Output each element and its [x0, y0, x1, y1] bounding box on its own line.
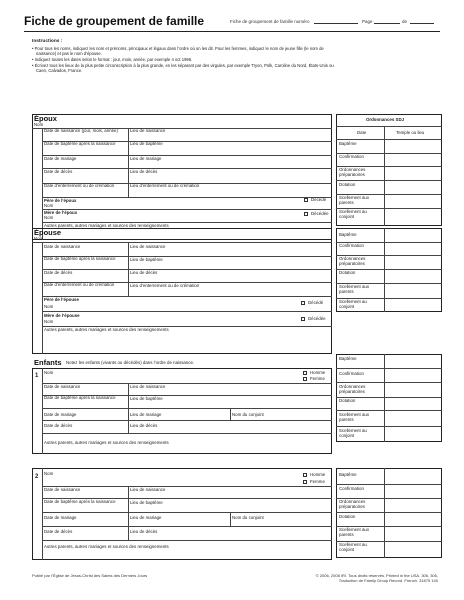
child-2-female-checkbox[interactable] — [303, 480, 307, 484]
child-2-name-label: Nom — [44, 471, 54, 476]
instruction-line-3: • Indiquez toutes les dates selon le format : jour, mois, année, par exemple 4 oct 1996. — [32, 57, 193, 62]
wife-chr-place-label: Lieu de baptême — [130, 257, 163, 262]
husband-name-label: Nom — [34, 122, 44, 127]
husband-other-label: Autres parents, autres mariages et sources des renseignements — [44, 223, 169, 228]
c2-ord-seal-spouse: Scellement au conjoint — [339, 542, 367, 552]
child-1-death-date-label: Date de décès — [44, 423, 73, 428]
h-ord-endowment: Dotation — [339, 182, 356, 187]
child-2-death-date-label: Date de décès — [44, 529, 73, 534]
wife-father-label: Père de l’épouse — [44, 297, 79, 302]
child-2-chr-date-label: Date de baptême après la naissance — [44, 499, 116, 504]
children-note: Notez les enfants (vivants ou décédés) dans l’ordre de naissance. — [66, 360, 195, 365]
child-2-death-place-label: Lieu de décès — [130, 529, 158, 534]
child-2-birth-place-label: Lieu de naissance — [130, 487, 166, 492]
husband-mother-name-label: Nom — [44, 215, 54, 220]
c1-ord-baptism: Baptême — [339, 356, 357, 361]
c2-ord-seal-parents: Scellement aux parents — [339, 527, 370, 537]
child-2-female-label: Femme — [310, 479, 325, 484]
h-ord-seal-parents: Scellement aux parents — [339, 195, 370, 205]
husband-chr-place-label: Lieu de baptême — [130, 141, 163, 146]
c2-ord-confirmation: Confirmation — [339, 486, 364, 491]
child-1-male-checkbox[interactable] — [303, 371, 307, 375]
child-1-female-checkbox[interactable] — [303, 377, 307, 381]
husband-title: Époux — [34, 114, 57, 123]
c1-ord-seal-spouse: Scellement au conjoint — [339, 428, 367, 438]
wife-other-label: Autres parents, autres mariages et sources des renseignements — [44, 327, 169, 332]
child-2-marr-date-label: Date de mariage — [44, 515, 77, 520]
child-1-death-place-label: Lieu de décès — [130, 423, 158, 428]
child-2-marr-place-label: Lieu de mariage — [130, 515, 162, 520]
record-number-label: Fiche de groupement de famille numéro — [230, 19, 310, 24]
wife-mother-deceased-checkbox[interactable] — [301, 317, 305, 321]
h-ord-seal-spouse: Scellement au conjoint — [339, 209, 367, 219]
footer-copyright: © 2006, 2008 IRI. Tous droits réservés. Printed in the USA. 306, 306, — [315, 573, 438, 578]
wife-mother-deceased-label: Décédée — [308, 316, 326, 321]
page-label: Page — [362, 19, 373, 24]
of-label: de — [402, 19, 408, 24]
children-title: Enfants — [34, 358, 62, 367]
record-number-field[interactable] — [314, 23, 358, 24]
wife-burial-date-label: Date d’enterrement ou de crémation — [44, 282, 115, 287]
wife-birth-place-label: Lieu de naissance — [130, 244, 166, 249]
instruction-line-5: Caen, Calvados, France. — [36, 68, 83, 73]
child-2-number: 2 — [35, 474, 39, 480]
w-ord-seal-spouse: Scellement au conjoint — [339, 299, 367, 309]
child-1-chr-date-label: Date de baptême après la naissance — [44, 395, 116, 400]
instruction-line-1: • Pour tous les noms, indiquez les nom et prénoms, principaux et légaux dans l’ordre où on les dit. Pour les femmes, indiquez le nom de jeune fille (le nom de — [32, 46, 324, 51]
w-ord-seal-parents: Scellement aux parents — [339, 284, 370, 294]
child-1-marr-date-label: Date de mariage — [44, 412, 77, 417]
page-total-field[interactable] — [410, 23, 434, 24]
wife-mother-name-label: Nom — [44, 319, 54, 324]
wife-name-label: Nom — [34, 236, 44, 241]
child-1-chr-place-label: Lieu de baptême — [130, 396, 163, 401]
wife-death-date-label: Date de décès — [44, 270, 73, 275]
husband-marr-place-label: Lieu de mariage — [130, 156, 162, 161]
instructions-title: Instructions : — [32, 39, 63, 44]
w-ord-initiatory: Ordonnances préparatoires — [339, 256, 366, 266]
husband-father-name-label: Nom — [44, 203, 54, 208]
child-2-male-label: Homme — [310, 472, 326, 477]
c1-ord-confirmation: Confirmation — [339, 371, 364, 376]
child-2-birth-date-label: Date de naissance — [44, 487, 81, 492]
husband-mother-deceased-checkbox[interactable] — [304, 212, 308, 216]
husband-death-place-label: Lieu de décès — [130, 169, 158, 174]
husband-father-deceased-checkbox[interactable] — [304, 198, 308, 202]
ordinances-temple-header: Temple ou lieu — [396, 130, 425, 135]
husband-father-label: Père de l’époux — [44, 198, 77, 203]
page-number-field[interactable] — [374, 23, 400, 24]
child-1-marr-place-label: Lieu de mariage — [130, 412, 162, 417]
page-title: Fiche de groupement de famille — [24, 14, 205, 28]
husband-mother-label: Mère de l’époux — [44, 210, 78, 215]
husband-burial-place-label: Lieu d’enterrement ou de crémation — [130, 183, 200, 188]
h-ord-confirmation: Confirmation — [339, 154, 364, 159]
wife-birth-date-label: Date de naissance — [44, 244, 81, 249]
c1-ord-endowment: Dotation — [339, 398, 356, 403]
child-1-name-label: Nom — [44, 370, 54, 375]
instruction-line-4: • Écrivez tous les lieux de la plus petite circonscription à la plus grande, en les séparant par des virgules, par exemple Tryon, Polk, Caroline du Nord, États-Unis ou — [32, 63, 334, 68]
child-2-chr-place-label: Lieu de baptême — [130, 500, 163, 505]
c2-ord-baptism: Baptême — [339, 472, 357, 477]
h-ord-baptism: Baptême — [339, 141, 357, 146]
wife-death-place-label: Lieu de décès — [130, 270, 158, 275]
footer-translation: Traduction de Family Group Record. French. 31875 140 — [338, 578, 438, 583]
c1-ord-initiatory: Ordonnances préparatoires — [339, 384, 366, 394]
husband-father-deceased-label: Décédé — [311, 197, 327, 202]
child-1-spouse-name-label: Nom du conjoint — [232, 412, 264, 417]
w-ord-endowment: Dotation — [339, 270, 356, 275]
footer-publisher: Publié par l’Église de Jésus-Christ des Saints des Derniers Jours — [32, 573, 148, 578]
wife-father-deceased-checkbox[interactable] — [301, 301, 305, 305]
husband-mother-deceased-label: Décédée — [311, 211, 329, 216]
wife-mother-label: Mère de l’épouse — [44, 313, 80, 318]
husband-marr-date-label: Date de mariage — [44, 156, 77, 161]
c1-ord-seal-parents: Scellement aux parents — [339, 412, 370, 422]
wife-title: Épouse — [34, 228, 62, 237]
child-1-female-label: Femme — [310, 376, 325, 381]
child-1-male-label: Homme — [310, 370, 326, 375]
wife-father-name-label: Nom — [44, 304, 54, 309]
wife-father-deceased-label: Décédé — [308, 300, 324, 305]
w-ord-baptism: Baptême — [339, 232, 357, 237]
child-1-birth-place-label: Lieu de naissance — [130, 384, 166, 389]
c2-ord-endowment: Dotation — [339, 514, 356, 519]
c2-ord-initiatory: Ordonnances préparatoires — [339, 499, 366, 509]
child-2-spouse-name-label: Nom du conjoint — [232, 515, 264, 520]
instruction-line-2: naissance) et pas le nom d’épouse. — [36, 51, 102, 56]
husband-chr-date-label: Date de baptême après la naissance — [44, 141, 116, 146]
header-rule — [24, 31, 440, 32]
child-1-other-label: Autres parents, autres mariages et sources des renseignements — [44, 440, 169, 445]
w-ord-confirmation: Confirmation — [339, 243, 364, 248]
husband-birth-place-label: Lieu de naissance — [130, 128, 166, 133]
h-ord-initiatory: Ordonnances préparatoires — [339, 167, 366, 177]
child-1-number: 1 — [35, 373, 39, 379]
wife-chr-date-label: Date de baptême après la naissance — [44, 256, 116, 261]
ordinances-title: Ordonnances SDJ — [366, 117, 405, 122]
wife-burial-place-label: Lieu d’enterrement ou de crémation — [130, 283, 200, 288]
husband-burial-date-label: Date d’enterrement ou de crémation — [44, 183, 115, 188]
husband-death-date-label: Date de décès — [44, 169, 73, 174]
child-2-male-checkbox[interactable] — [303, 473, 307, 477]
ordinances-date-header: Date — [357, 130, 367, 135]
child-2-other-label: Autres parents, autres mariages et sources des renseignements — [44, 544, 169, 549]
husband-birth-date-label: Date de naissance (jour, mois, année) — [44, 128, 118, 133]
child-1-birth-date-label: Date de naissance — [44, 384, 81, 389]
